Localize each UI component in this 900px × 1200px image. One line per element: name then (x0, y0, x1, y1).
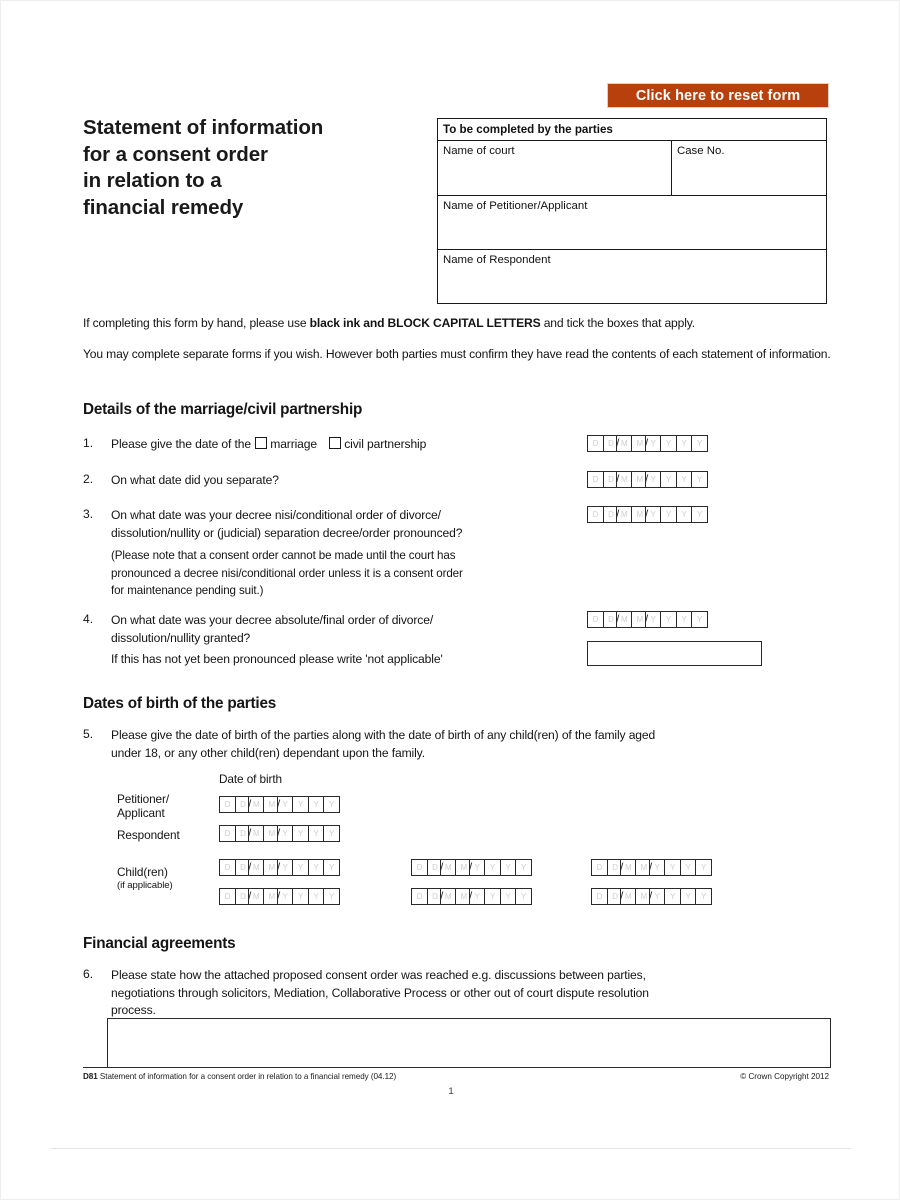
date-cell[interactable]: M (631, 506, 648, 523)
children-dob-label-line-1: Child(ren) (117, 865, 168, 879)
checkbox-civil-partnership-label: civil partnership (344, 437, 427, 451)
date-cell[interactable]: D (235, 888, 252, 905)
instruction-paragraph-1 (83, 315, 831, 332)
date-year-group[interactable] (469, 888, 533, 905)
checkbox-civil-partnership[interactable] (329, 437, 341, 449)
question-1-number: 1. (83, 436, 94, 450)
date-cell[interactable]: M (440, 888, 457, 905)
date-separator: / (644, 436, 649, 450)
date-separator: / (648, 889, 653, 903)
question-4-note: If this has not yet been pronounced please write 'not applicable' (111, 652, 443, 666)
checkbox-marriage-label: marriage (270, 437, 317, 451)
date-year-group[interactable] (645, 611, 709, 628)
question-1-text (111, 436, 426, 454)
question-2-number: 2. (83, 472, 94, 486)
date-cell[interactable]: Y (649, 888, 666, 905)
date-separator: / (276, 826, 281, 840)
date-cell[interactable]: Y (664, 888, 681, 905)
date-year-group[interactable] (277, 825, 341, 842)
case-no-field[interactable] (672, 141, 825, 195)
checkbox-marriage[interactable] (255, 437, 267, 449)
date-cell[interactable]: D (427, 888, 444, 905)
question-3-note-line-2: pronounced a decree nisi/conditional order unless it is a consent order (111, 566, 463, 580)
date-cell[interactable]: M (248, 825, 265, 842)
date-cell[interactable]: D (235, 796, 252, 813)
date-cell[interactable]: M (263, 825, 280, 842)
question-5-text (111, 727, 821, 762)
date-separator: / (616, 507, 620, 521)
question-2-text: On what date did you separate? (111, 473, 279, 487)
date-cell[interactable]: Y (323, 796, 340, 813)
date-month-group[interactable] (616, 435, 649, 452)
date-cell[interactable]: Y (691, 435, 708, 452)
date-cell[interactable]: Y (680, 888, 697, 905)
date-separator: / (276, 860, 281, 874)
date-cell[interactable]: Y (691, 506, 708, 523)
date-month-group[interactable] (248, 796, 281, 813)
date-cell[interactable]: Y (680, 859, 697, 876)
section-heading-marriage: Details of the marriage/civil partnership (83, 401, 363, 418)
question-5-number: 5. (83, 727, 94, 741)
date-separator: / (620, 860, 624, 874)
date-day-group[interactable] (219, 796, 252, 813)
date-day-group[interactable] (587, 506, 620, 523)
date-cell[interactable]: Y (308, 859, 325, 876)
date-day-group[interactable] (587, 471, 620, 488)
page-number: 1 (448, 1086, 454, 1097)
date-separator: / (644, 472, 649, 486)
date-cell[interactable]: M (248, 859, 265, 876)
question-5-line-2: under 18, or any other child(ren) dependant upon the family. (111, 745, 425, 760)
reset-form-button-label: Click here to reset form (635, 87, 801, 104)
bottom-divider (51, 1148, 851, 1149)
date-cell[interactable]: Y (691, 611, 708, 628)
date-cell[interactable]: D (607, 859, 624, 876)
date-separator: / (468, 860, 473, 874)
name-of-petitioner-field[interactable] (438, 196, 826, 249)
date-cell[interactable]: Y (660, 611, 677, 628)
date-separator: / (440, 889, 444, 903)
date-cell[interactable]: Y (660, 471, 677, 488)
date-cell[interactable]: D (587, 435, 604, 452)
question-4-line-2: dissolution/nullity granted? (111, 630, 251, 645)
date-cell[interactable]: D (603, 471, 620, 488)
date-year-group[interactable] (277, 796, 341, 813)
date-cell[interactable]: M (631, 611, 648, 628)
date-cell[interactable]: D (603, 435, 620, 452)
date-separator: / (468, 889, 473, 903)
question-3-note (111, 547, 591, 600)
date-cell[interactable]: M (631, 471, 648, 488)
date-separator: / (620, 889, 624, 903)
footer-form-code: D81 (83, 1072, 98, 1081)
date-cell[interactable]: M (616, 611, 633, 628)
date-month-group[interactable] (248, 859, 281, 876)
date-input-child-1[interactable] (219, 859, 340, 876)
date-cell[interactable]: Y (664, 859, 681, 876)
question-3-line-1: On what date was your decree nisi/conditional order of divorce/ (111, 508, 441, 522)
date-year-group[interactable] (645, 471, 709, 488)
date-cell[interactable]: Y (292, 859, 309, 876)
date-cell[interactable]: D (219, 859, 236, 876)
question-6-line-1: Please state how the attached proposed consent order was reached e.g. discussions between parties, (111, 968, 646, 982)
question-1-prompt: Please give the date of the (111, 437, 251, 451)
instruction-text-b: and tick the boxes that apply. (540, 316, 695, 330)
date-cell[interactable]: M (263, 859, 280, 876)
date-separator: / (276, 797, 281, 811)
date-cell[interactable]: M (616, 506, 633, 523)
date-cell[interactable]: M (248, 888, 265, 905)
date-input-petitioner-dob[interactable] (219, 796, 340, 813)
date-cell[interactable]: Y (323, 859, 340, 876)
date-input-respondent-dob[interactable] (219, 825, 340, 842)
date-cell[interactable]: D (219, 825, 236, 842)
date-cell[interactable]: Y (308, 888, 325, 905)
date-year-group[interactable] (649, 859, 713, 876)
date-month-group[interactable] (616, 611, 649, 628)
date-year-group[interactable] (645, 506, 709, 523)
question-3-line-2: dissolution/nullity or (judicial) separation decree/order pronounced? (111, 525, 463, 540)
date-month-group[interactable] (440, 888, 473, 905)
petitioner-dob-label-line-1: Petitioner/ (117, 792, 170, 806)
date-separator: / (644, 507, 649, 521)
date-day-group[interactable] (219, 859, 252, 876)
date-cell[interactable]: Y (484, 888, 501, 905)
date-cell[interactable]: D (607, 888, 624, 905)
children-dob-label-line-2: (if applicable) (117, 880, 173, 891)
date-cell[interactable]: D (411, 859, 428, 876)
page-title-line-1: Statement of information (83, 116, 324, 139)
instruction-paragraph-2: You may complete separate forms if you wish. However both parties must confirm they have read the contents of each statement of information. (83, 347, 831, 361)
date-separator: / (248, 797, 252, 811)
date-year-group[interactable] (649, 888, 713, 905)
date-cell[interactable]: M (616, 435, 633, 452)
table-row (438, 196, 826, 250)
date-cell[interactable]: D (411, 888, 428, 905)
date-cell[interactable]: Y (660, 435, 677, 452)
section-heading-dates-of-birth: Dates of birth of the parties (83, 695, 277, 712)
footer-form-description: Statement of information for a consent order in relation to a financial remedy (04.12) (99, 1072, 397, 1081)
table-caption: To be completed by the parties (443, 123, 613, 136)
question-6-line-2: negotiations through solicitors, Mediation, Collaborative Process or other out of court dispute resolution (111, 985, 649, 1000)
name-of-court-label: Name of court (443, 145, 515, 157)
name-of-respondent-label: Name of Respondent (443, 254, 551, 266)
section-heading-financial-agreements: Financial agreements (83, 935, 236, 952)
date-input-q2[interactable] (587, 471, 708, 488)
date-input-child-6[interactable] (591, 888, 712, 905)
date-cell[interactable]: Y (308, 825, 325, 842)
question-3-text (111, 507, 581, 542)
date-cell[interactable]: M (455, 859, 472, 876)
question-6-line-3: process. (111, 1003, 156, 1017)
date-month-group[interactable] (620, 888, 653, 905)
page-title-line-4: financial remedy (83, 195, 244, 219)
document-sheet (1, 1, 900, 1121)
page-title-line-3: in relation to a (83, 169, 222, 192)
date-input-child-4[interactable] (219, 888, 340, 905)
date-separator: / (644, 612, 649, 626)
date-cell[interactable]: Y (323, 825, 340, 842)
date-cell[interactable]: M (248, 796, 265, 813)
children-dob-label (117, 865, 173, 893)
table-row (438, 119, 826, 141)
date-cell[interactable]: D (235, 859, 252, 876)
date-day-group[interactable] (591, 859, 624, 876)
date-cell[interactable]: Y (676, 611, 693, 628)
date-separator: / (616, 436, 620, 450)
date-cell[interactable]: Y (515, 888, 532, 905)
date-input-q3[interactable] (587, 506, 708, 523)
date-cell[interactable]: M (440, 859, 457, 876)
date-cell[interactable]: Y (500, 888, 517, 905)
date-day-group[interactable] (587, 611, 620, 628)
question-4-number: 4. (83, 612, 94, 626)
date-cell[interactable]: Y (645, 435, 662, 452)
date-cell[interactable]: M (263, 888, 280, 905)
date-separator: / (276, 889, 281, 903)
date-separator: / (616, 612, 620, 626)
date-cell[interactable]: D (591, 859, 608, 876)
not-applicable-input[interactable] (587, 641, 762, 666)
date-cell[interactable]: Y (308, 796, 325, 813)
date-month-group[interactable] (616, 506, 649, 523)
footer-form-reference (83, 1072, 396, 1081)
date-cell[interactable]: Y (277, 888, 294, 905)
date-year-group[interactable] (645, 435, 709, 452)
date-cell[interactable]: Y (695, 859, 712, 876)
date-cell[interactable]: Y (676, 471, 693, 488)
date-cell[interactable]: Y (469, 888, 486, 905)
date-cell[interactable]: D (603, 506, 620, 523)
table-row (438, 250, 826, 303)
date-input-child-3[interactable] (591, 859, 712, 876)
date-input-child-2[interactable] (411, 859, 532, 876)
date-month-group[interactable] (440, 859, 473, 876)
page-title-line-2: for a consent order (83, 142, 268, 166)
date-day-group[interactable] (219, 888, 252, 905)
date-cell[interactable]: Y (292, 825, 309, 842)
date-cell[interactable]: Y (645, 611, 662, 628)
date-day-group[interactable] (411, 888, 444, 905)
date-cell[interactable]: Y (660, 506, 677, 523)
date-cell[interactable]: Y (292, 796, 309, 813)
petitioner-dob-label-line-2: Applicant (117, 806, 165, 820)
date-year-group[interactable] (469, 859, 533, 876)
table-row (438, 141, 826, 196)
name-of-court-field[interactable] (438, 141, 672, 195)
question-5-line-1: Please give the date of birth of the parties along with the date of birth of any child(ren) of the family aged (111, 728, 656, 742)
petitioner-dob-label (117, 792, 169, 820)
date-cell[interactable]: Y (515, 859, 532, 876)
page-title (83, 115, 413, 221)
date-cell[interactable]: D (219, 888, 236, 905)
date-separator: / (616, 472, 620, 486)
date-cell[interactable]: Y (277, 825, 294, 842)
date-cell[interactable]: M (631, 435, 648, 452)
question-6-text (111, 967, 821, 1020)
question-3-note-line-1: (Please note that a consent order cannot be made until the court has (111, 549, 456, 562)
date-year-group[interactable] (277, 888, 341, 905)
date-cell[interactable]: D (587, 471, 604, 488)
date-cell[interactable]: Y (676, 435, 693, 452)
date-month-group[interactable] (616, 471, 649, 488)
date-month-group[interactable] (248, 888, 281, 905)
date-separator: / (648, 860, 653, 874)
date-cell[interactable]: M (263, 796, 280, 813)
date-cell[interactable]: Y (500, 859, 517, 876)
date-cell[interactable]: Y (645, 506, 662, 523)
name-of-petitioner-label: Name of Petitioner/Applicant (443, 200, 588, 212)
date-cell[interactable]: D (235, 825, 252, 842)
date-input-q4[interactable] (587, 611, 708, 628)
name-of-respondent-field[interactable] (438, 250, 826, 303)
question-3-note-line-3: for maintenance pending suit.) (111, 584, 264, 597)
date-day-group[interactable] (219, 825, 252, 842)
date-cell[interactable]: Y (645, 471, 662, 488)
question-4-text (111, 612, 581, 647)
case-no-label: Case No. (677, 145, 725, 157)
date-day-group[interactable] (591, 888, 624, 905)
date-cell[interactable]: D (587, 506, 604, 523)
date-cell[interactable]: D (219, 796, 236, 813)
date-input-q1[interactable] (587, 435, 708, 452)
dob-column-header: Date of birth (219, 772, 282, 786)
question-4-line-1: On what date was your decree absolute/final order of divorce/ (111, 613, 434, 627)
date-cell[interactable]: Y (469, 859, 486, 876)
date-day-group[interactable] (587, 435, 620, 452)
question-6-number: 6. (83, 967, 94, 981)
reset-form-button[interactable] (607, 83, 829, 108)
date-cell[interactable]: Y (676, 506, 693, 523)
date-separator: / (248, 889, 252, 903)
financial-agreement-textarea[interactable] (107, 1018, 831, 1068)
instruction-text-bold: black ink and BLOCK CAPITAL LETTERS (309, 316, 541, 330)
date-month-group[interactable] (620, 859, 653, 876)
date-separator: / (440, 860, 444, 874)
date-cell[interactable]: D (591, 888, 608, 905)
footer-divider (83, 1067, 829, 1068)
date-cell[interactable]: D (587, 611, 604, 628)
date-cell[interactable]: D (603, 611, 620, 628)
date-cell[interactable]: Y (323, 888, 340, 905)
case-details-table (437, 118, 827, 304)
date-cell[interactable]: M (616, 471, 633, 488)
date-cell[interactable]: M (635, 888, 652, 905)
date-day-group[interactable] (411, 859, 444, 876)
date-year-group[interactable] (277, 859, 341, 876)
date-cell[interactable]: Y (691, 471, 708, 488)
date-cell[interactable]: Y (484, 859, 501, 876)
date-cell[interactable]: M (620, 859, 637, 876)
date-cell[interactable]: Y (292, 888, 309, 905)
instruction-text-a: If completing this form by hand, please use (83, 316, 310, 330)
date-separator: / (248, 860, 252, 874)
question-3-number: 3. (83, 507, 94, 521)
footer-copyright: © Crown Copyright 2012 (740, 1072, 829, 1081)
date-input-child-5[interactable] (411, 888, 532, 905)
respondent-dob-label: Respondent (117, 828, 180, 842)
date-month-group[interactable] (248, 825, 281, 842)
date-cell[interactable]: Y (649, 859, 666, 876)
date-cell[interactable]: Y (277, 859, 294, 876)
date-cell[interactable]: M (455, 888, 472, 905)
date-cell[interactable]: Y (695, 888, 712, 905)
date-separator: / (248, 826, 252, 840)
date-cell[interactable]: M (635, 859, 652, 876)
date-cell[interactable]: D (427, 859, 444, 876)
date-cell[interactable]: M (620, 888, 637, 905)
date-cell[interactable]: Y (277, 796, 294, 813)
